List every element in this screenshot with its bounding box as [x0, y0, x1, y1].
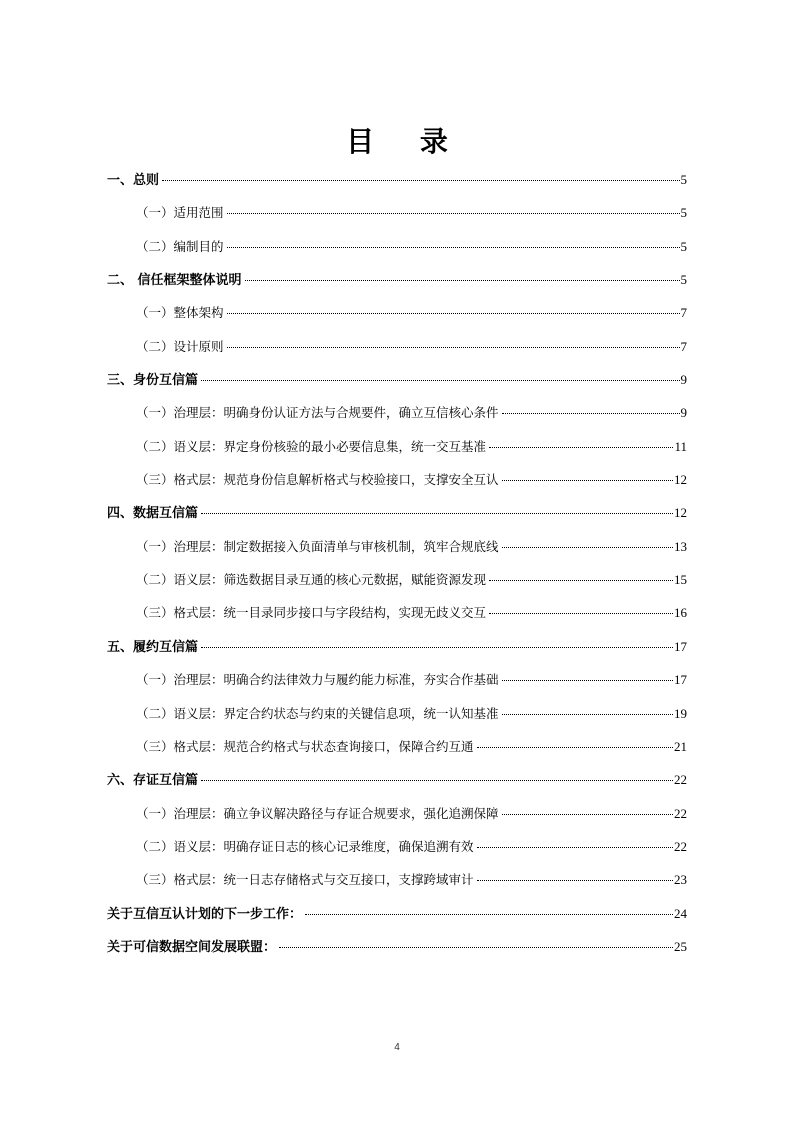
toc-subsection-entry[interactable] [107, 335, 687, 368]
toc-dot-leader [502, 714, 673, 715]
toc-subsection-entry[interactable] [107, 568, 687, 601]
toc-dot-leader [305, 914, 673, 915]
toc-entry-title: （三）格式层：统一日志存储格式与交互接口，支撑跨域审计 [136, 872, 474, 888]
toc-entry-title: （二）设计原则 [136, 338, 224, 354]
toc-dot-leader [227, 313, 680, 314]
toc-section-entry[interactable] [107, 768, 687, 801]
toc-entry-page-number: 5 [680, 205, 687, 221]
toc-dot-leader [477, 747, 673, 748]
toc-entry-page-number: 7 [680, 338, 687, 354]
toc-section-entry[interactable] [107, 635, 687, 668]
toc-entry-title: （一）治理层：明确合约法律效力与履约能力标准，夯实合作基础 [136, 672, 499, 688]
toc-dot-leader [245, 280, 680, 281]
toc-entry-page-number: 16 [674, 605, 687, 621]
toc-entry-title: （三）格式层：统一目录同步接口与字段结构，实现无歧义交互 [136, 605, 487, 621]
toc-subsection-entry[interactable] [107, 468, 687, 501]
toc-entry-title: （三）格式层：规范合约格式与状态查询接口，保障合约互通 [136, 738, 474, 754]
toc-dot-leader [227, 213, 680, 214]
toc-entry-page-number: 13 [674, 538, 687, 554]
toc-dot-leader [227, 247, 680, 248]
toc-dot-leader [279, 947, 673, 948]
toc-dot-leader [502, 814, 673, 815]
toc-subsection-entry[interactable] [107, 601, 687, 634]
toc-dot-leader [201, 780, 673, 781]
toc-subsection-entry[interactable] [107, 301, 687, 334]
toc-subsection-entry[interactable] [107, 535, 687, 568]
toc-entry-title: 四、数据互信篇 [107, 506, 199, 522]
toc-entry-title: 六、存证互信篇 [107, 773, 199, 789]
toc-section-entry[interactable] [107, 902, 687, 935]
toc-subsection-entry[interactable] [107, 235, 687, 268]
toc-entry-title: （一）治理层：确立争议解决路径与存证合规要求，强化追溯保障 [136, 805, 499, 821]
toc-entry-title: （二）语义层：明确存证日志的核心记录维度，确保追溯有效 [136, 838, 474, 854]
toc-subsection-entry[interactable] [107, 401, 687, 434]
toc-dot-leader [489, 580, 673, 581]
toc-subsection-entry[interactable] [107, 868, 687, 901]
toc-section-entry[interactable] [107, 368, 687, 401]
toc-subsection-entry[interactable] [107, 735, 687, 768]
toc-entry-title: （一）适用范围 [136, 205, 224, 221]
toc-dot-leader [201, 647, 673, 648]
toc-entry-page-number: 24 [674, 905, 687, 921]
toc-entry-title: （二）语义层：筛选数据目录互通的核心元数据，赋能资源发现 [136, 572, 487, 588]
toc-entry-page-number: 17 [674, 672, 687, 688]
toc-entry-page-number: 19 [674, 705, 687, 721]
toc-dot-leader [502, 480, 673, 481]
toc-entry-page-number: 22 [674, 805, 687, 821]
toc-entry-page-number: 12 [674, 505, 687, 521]
toc-dot-leader [489, 447, 673, 448]
toc-entry-title: 二、 信任框架整体说明 [107, 273, 242, 289]
toc-dot-leader [502, 680, 673, 681]
toc-entry-page-number: 23 [674, 872, 687, 888]
toc-entry-page-number: 15 [674, 572, 687, 588]
toc-entry-title: （三）格式层：规范身份信息解析格式与校验接口，支撑安全互认 [136, 472, 499, 488]
toc-section-entry[interactable] [107, 501, 687, 534]
toc-entry-title: （二）语义层：界定身份核验的最小必要信息集，统一交互基准 [136, 438, 487, 454]
toc-entry-page-number: 21 [674, 738, 687, 754]
toc-entry-page-number: 9 [680, 405, 687, 421]
toc-entry-page-number: 25 [674, 938, 687, 954]
toc-section-entry[interactable] [107, 168, 687, 201]
toc-entry-page-number: 11 [674, 438, 687, 454]
toc-dot-leader [502, 547, 673, 548]
toc-section-entry[interactable] [107, 935, 687, 968]
toc-subsection-entry[interactable] [107, 802, 687, 835]
toc-entry-title: （一）治理层：明确身份认证方法与合规要件，确立互信核心条件 [136, 405, 499, 421]
toc-dot-leader [477, 847, 673, 848]
toc-dot-leader [201, 513, 673, 514]
toc-entry-title: （一）整体架构 [136, 305, 224, 321]
toc-entry-page-number: 5 [680, 172, 687, 187]
toc-subsection-entry[interactable] [107, 702, 687, 735]
toc-dot-leader [227, 347, 680, 348]
toc-section-entry[interactable] [107, 268, 687, 301]
page-number: 4 [394, 1042, 400, 1053]
toc-entry-title: （二）语义层：界定合约状态与约束的关键信息项，统一认知基准 [136, 705, 499, 721]
toc-dot-leader [162, 180, 679, 181]
toc-dot-leader [477, 880, 673, 881]
toc-entry-page-number: 22 [674, 838, 687, 854]
toc-entry-page-number: 7 [680, 305, 687, 321]
toc-dot-leader [502, 413, 680, 414]
toc-entry-page-number: 5 [680, 238, 687, 254]
toc-entry-title: 五、履约互信篇 [107, 639, 199, 655]
toc-entry-page-number: 9 [680, 372, 687, 388]
toc-subsection-entry[interactable] [107, 201, 687, 234]
toc-dot-leader [201, 380, 679, 381]
toc-entry-title: 三、身份互信篇 [107, 373, 199, 389]
toc-entry-title: 一、总则 [107, 173, 160, 188]
toc-entry-page-number: 12 [674, 472, 687, 488]
toc-subsection-entry[interactable] [107, 835, 687, 868]
table-of-contents [107, 168, 687, 968]
toc-subsection-entry[interactable] [107, 668, 687, 701]
toc-entry-page-number: 17 [674, 638, 687, 654]
toc-dot-leader [489, 613, 673, 614]
toc-title: 目 录 [346, 125, 466, 158]
toc-entry-title: 关于可信数据空间发展联盟： [107, 939, 277, 955]
toc-subsection-entry[interactable] [107, 435, 687, 468]
toc-entry-title: （二）编制目的 [136, 238, 224, 254]
toc-entry-title: （一）治理层：制定数据接入负面清单与审核机制，筑牢合规底线 [136, 538, 499, 554]
toc-entry-page-number: 5 [680, 272, 687, 288]
toc-entry-title: 关于互信互认计划的下一步工作： [107, 906, 303, 922]
toc-entry-page-number: 22 [674, 772, 687, 788]
